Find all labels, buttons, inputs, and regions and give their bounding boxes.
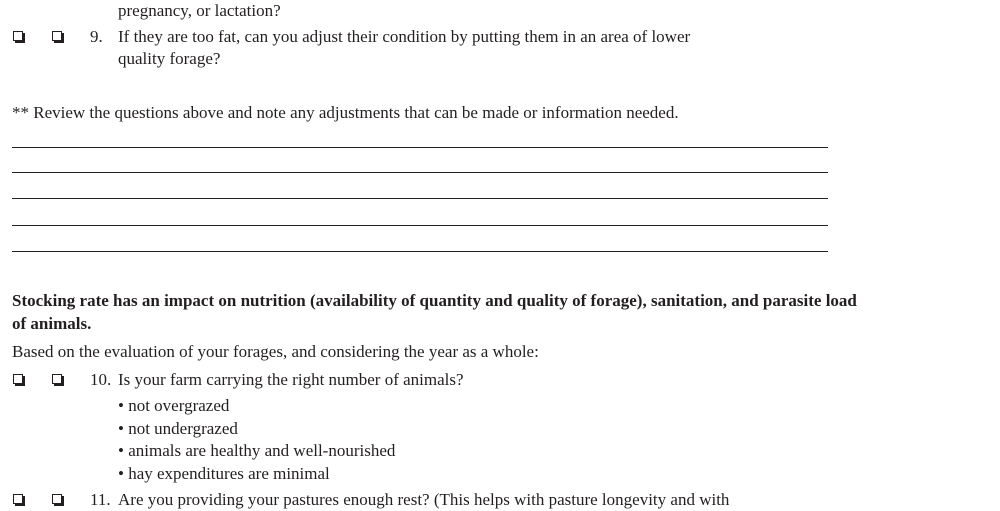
bullet-item: • hay expenditures are minimal — [118, 464, 330, 483]
bullet-item: • animals are healthy and well-nourished — [118, 441, 396, 460]
question-11-number: 11. — [90, 490, 111, 509]
checkbox-no-question-11[interactable] — [52, 494, 62, 504]
answer-line[interactable] — [12, 251, 828, 252]
answer-line[interactable] — [12, 172, 828, 173]
review-note: ** Review the questions above and note any adjustments that can be made or information needed. — [12, 103, 679, 122]
answer-line[interactable] — [12, 225, 828, 226]
question-10-text: Is your farm carrying the right number of animals? — [118, 370, 464, 389]
question-9-text-line2: quality forage? — [118, 49, 221, 68]
checkbox-yes-question-9[interactable] — [13, 31, 23, 41]
checkbox-no-question-10[interactable] — [52, 374, 62, 384]
stocking-rate-heading-line1: Stocking rate has an impact on nutrition (availability of quantity and quality of forage), sanitation, and parasite load — [12, 291, 857, 310]
checkbox-yes-question-11[interactable] — [13, 494, 23, 504]
stocking-rate-heading-line2: of animals. — [12, 314, 92, 333]
checkbox-no-question-9[interactable] — [52, 31, 62, 41]
question-9-number: 9. — [90, 27, 103, 46]
answer-line[interactable] — [12, 198, 828, 199]
question-9-text-line1: If they are too fat, can you adjust their condition by putting them in an area of lower — [118, 27, 691, 46]
bullet-item: • not undergrazed — [118, 419, 238, 438]
stocking-rate-intro: Based on the evaluation of your forages, and considering the year as a whole: — [12, 342, 539, 361]
question-10-number: 10. — [90, 370, 112, 389]
bullet-item: • not overgrazed — [118, 396, 230, 415]
answer-line[interactable] — [12, 147, 828, 148]
checkbox-yes-question-10[interactable] — [13, 374, 23, 384]
question-8-continuation: pregnancy, or lactation? — [118, 1, 281, 20]
question-11-text: Are you providing your pastures enough rest? (This helps with pasture longevity and with — [118, 490, 730, 509]
